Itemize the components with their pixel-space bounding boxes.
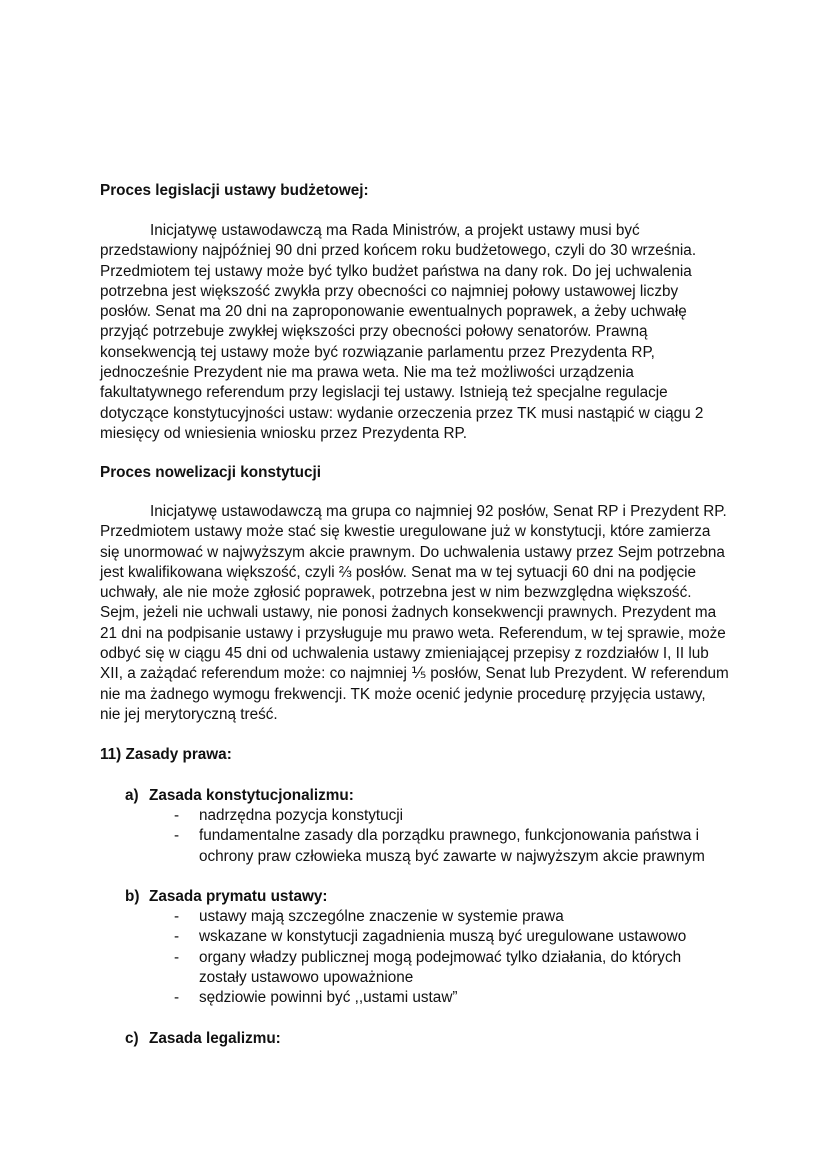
paragraph-line: miesięcy od wniesienia wniosku przez Prezydenta RP. xyxy=(100,424,468,442)
subsection-title: Zasada konstytucjonalizmu: xyxy=(149,787,354,804)
list-item xyxy=(174,927,734,947)
paragraph-line: jest kwalifikowana większość, czyli ⅔ posłów. Senat ma w tej sytuacji 60 dni na podjęcie xyxy=(100,563,697,581)
paragraph-line: fakultatywnego referendum przy legislacji tej ustawy. Istnieją też specjalne regulacje xyxy=(100,384,668,402)
section-heading-budget-law: Proces legislacji ustawy budżetowej: xyxy=(100,182,369,199)
subsection-label: c) xyxy=(125,1030,139,1047)
list-item-text: fundamentalne zasady dla porządku prawnego, funkcjonowania państwa i xyxy=(199,827,700,845)
bullet-list-constitutionalism xyxy=(174,806,734,867)
paragraph-line: przyjąć potrzebuje zwykłej większości przy obecności połowy senatorów. Prawną xyxy=(100,323,648,341)
subsection-heading-constitutionalism xyxy=(125,786,354,806)
list-item-text: ochrony praw człowieka muszą być zawarte w najwyższym akcie prawnym xyxy=(199,847,705,865)
list-item-text: zostały ustawowo upoważnione xyxy=(199,968,414,986)
list-item-text: sędziowie powinni być ,,ustami ustaw” xyxy=(199,989,458,1007)
paragraph-line: XII, a zażądać referendum może: co najmniej ⅕ posłów, Senat lub Prezydent. W referendum xyxy=(100,665,729,683)
subsection-heading-legalism xyxy=(125,1029,281,1049)
paragraph-line: Inicjatywę ustawodawczą ma Rada Ministrów, a projekt ustawy musi być xyxy=(150,222,640,239)
paragraph-line: uchwały, ale nie może zgłosić poprawek, potrzebna jest w nim bezwzględna większość. xyxy=(100,584,692,602)
paragraph-line: Przedmiotem ustawy może stać się kwestie uregulowane już w konstytucji, które zamierza xyxy=(100,523,711,541)
paragraph-line: Przedmiotem tej ustawy może być tylko budżet państwa na dany rok. Do jej uchwalenia xyxy=(100,262,692,280)
section-heading-constitution-amendment: Proces nowelizacji konstytucji xyxy=(100,464,322,481)
paragraph-line: nie jej merytoryczną treść. xyxy=(100,705,278,723)
dash-bullet: - xyxy=(174,827,180,845)
bullet-list-statute-primacy xyxy=(174,907,734,1008)
list-item xyxy=(174,806,734,826)
subsection-title: Zasada legalizmu: xyxy=(149,1030,281,1047)
subsection-label: b) xyxy=(125,888,140,905)
subsection-heading-statute-primacy xyxy=(125,887,328,907)
subsection-title: Zasada prymatu ustawy: xyxy=(149,888,328,905)
paragraph-line: dotyczące konstytucyjności ustaw: wydanie orzeczenia przez TK musi nastąpić w ciągu 2 xyxy=(100,404,704,422)
list-item-text: nadrzędna pozycja konstytucji xyxy=(199,807,404,824)
list-item xyxy=(174,948,734,989)
paragraph-line: odbyć się w ciągu 45 dni od uchwalenia ustawy zmieniającej przepisy z rozdziałów I, II lub xyxy=(100,645,709,663)
paragraph-line: jednocześnie Prezydent nie ma prawa weta. Nie ma też możliwości urządzenia xyxy=(100,364,634,382)
subsection-label: a) xyxy=(125,787,139,804)
paragraph-line: konsekwencją tej ustawy może być rozwiązanie parlamentu przez Prezydenta RP, xyxy=(100,343,655,361)
paragraph-line: się unormować w najwyższym akcie prawnym. Do uchwalenia ustawy przez Sejm potrzebna xyxy=(100,543,725,561)
paragraph-line: posłów. Senat ma 20 dni na zaproponowanie ewentualnych poprawek, a żeby uchwałę xyxy=(100,303,687,321)
paragraph-constitution-amendment xyxy=(100,502,736,725)
dash-bullet: - xyxy=(174,908,180,925)
paragraph-budget-law xyxy=(100,221,736,444)
section-heading-law-principles: 11) Zasady prawa: xyxy=(100,746,232,763)
list-item xyxy=(174,826,734,867)
paragraph-line: 21 dni na podpisanie ustawy i przysługuje mu prawo weta. Referendum, w tej sprawie, może xyxy=(100,624,726,642)
list-item-text: wskazane w konstytucji zagadnienia muszą być uregulowane ustawowo xyxy=(199,928,687,946)
dash-bullet: - xyxy=(174,928,180,946)
paragraph-line: nie ma żadnego wymogu frekwencji. TK może ocenić jedynie procedurę przyjęcia ustawy, xyxy=(100,685,706,703)
list-item-text: ustawy mają szczególne znaczenie w systemie prawa xyxy=(199,908,564,925)
dash-bullet: - xyxy=(174,989,180,1007)
paragraph-line: potrzebna jest większość zwykła przy obecności co najmniej połowy ustawowej liczby xyxy=(100,282,679,300)
dash-bullet: - xyxy=(174,807,180,824)
dash-bullet: - xyxy=(174,948,180,966)
paragraph-line: Sejm, jeżeli nie uchwali ustawy, nie ponosi żadnych konsekwencji prawnych. Prezydent ma xyxy=(100,604,717,622)
list-item xyxy=(174,988,734,1008)
list-item-text: organy władzy publicznej mogą podejmować tylko działania, do których xyxy=(199,948,682,966)
paragraph-line: Inicjatywę ustawodawczą ma grupa co najmniej 92 posłów, Senat RP i Prezydent RP. xyxy=(150,503,727,520)
list-item xyxy=(174,907,734,927)
paragraph-line: przedstawiony najpóźniej 90 dni przed końcem roku budżetowego, czyli do 30 września. xyxy=(100,242,697,260)
